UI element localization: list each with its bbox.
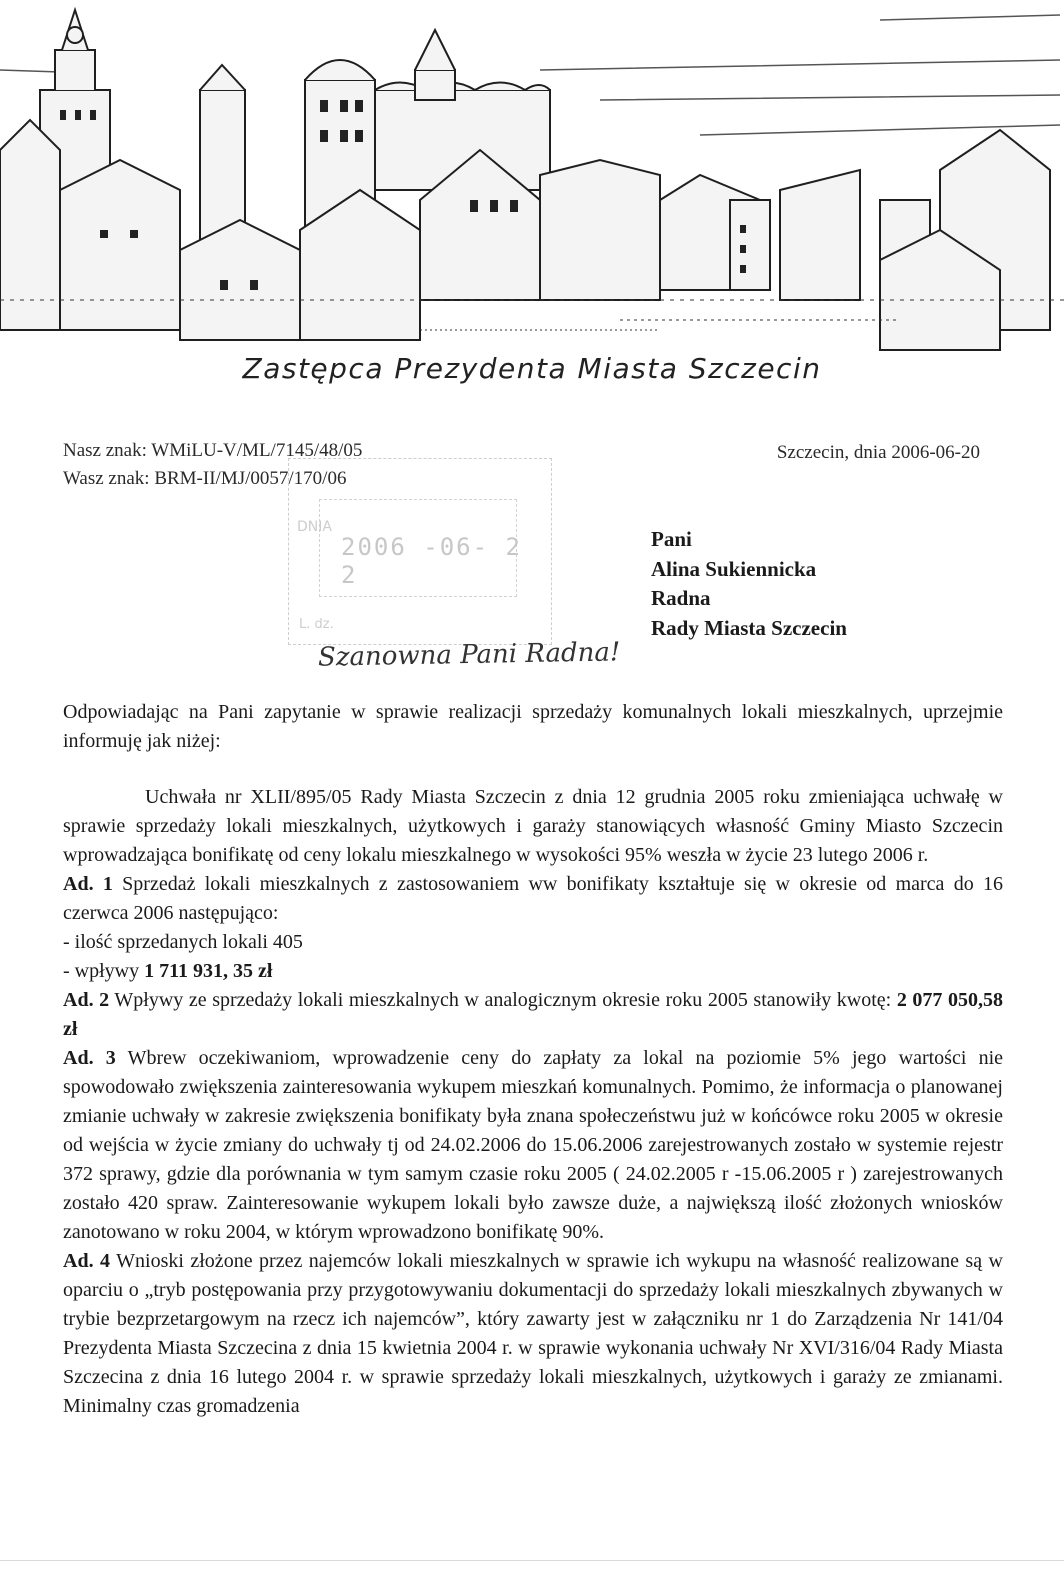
section-ad1 [63, 870, 1003, 928]
intro-paragraph: Odpowiadając na Pani zapytanie w sprawie realizacji sprzedaży komunalnych lokali mieszkalnych, uprzejmie informuję jak niżej: [63, 701, 1003, 752]
handwritten-salutation: Szanowna Pani Radna! [317, 637, 621, 673]
ad2-label: Ad. 2 [63, 989, 110, 1011]
ad4-label: Ad. 4 [63, 1250, 111, 1272]
place-and-date: Szczecin, dnia 2006-06-20 [776, 442, 980, 463]
ad2-value: 2 077 050,58 zł [63, 989, 1003, 1040]
section-ad3 [63, 1044, 1003, 1247]
ad1-revenue-prefix: - wpływy [63, 960, 140, 982]
stamp-side-text: DNIA [297, 519, 332, 535]
letter-body [63, 783, 1003, 1421]
ad1-item-count: - ilość sprzedanych lokali 405 [63, 931, 303, 953]
addressee-line-1: Pani [651, 527, 692, 551]
letterhead-title: Zastępca Prezydenta Miasta Szczecin [242, 352, 822, 385]
ad3-text: Wbrew oczekiwaniom, wprowadzenie ceny do zapłaty za lokal na poziomie 5% jego wartości nie spowodowało zwiększenia zainteresowania wykupem mieszkań komunalnych. Pomimo, że informacja o planowanej zmianie uchwały w zakresie zwiększenia bonifikaty była znana społeczeństwu już w końcówce roku 2005 w okresie od wejścia w życie zmiany do uchwały tj od 24.02.2006 do 15.06.2006 zarejestrowanych zostało w systemie rejestr 372 sprawy, gdzie dla porównania w tym samym czasie roku 2005 ( 24.02.2005 r -15.06.2005 r ) zarejestrowanych zostało 420 spraw. Zainteresowanie wykupem lokali było zawsze duże, a największą ilość złożonych wniosków zanotowano w roku 2004, w którym wprowadzono bonifikatę 90%. [63, 1047, 1004, 1243]
ad1-text: Sprzedaż lokali mieszkalnych z zastosowaniem ww bonifikaty kształtuje się w okresie od marca do 16 czerwca 2006 następująco: [63, 873, 1004, 924]
addressee-line-4: Rady Miasta Szczecin [651, 615, 847, 640]
section-ad4 [63, 1247, 1003, 1421]
ad3-label: Ad. 3 [63, 1047, 116, 1069]
ad4-text: Wnioski złożone przez najemców lokali mieszkalnych w sprawie ich wykupu na własność realizowane są w oparciu o „tryb postępowania przy przygotowywaniu dokumentacji do sprzedaży lokali mieszkalnych zbywanych w trybie bezprzetargowym na rzecz ich najemców”, który zawarty jest w załączniku nr 1 do Zarządzenia Nr 141/04 Prezydenta Miasta Szczecina z dnia 15 kwietnia 2004 r. w sprawie wykonania uchwały Nr XVI/316/04 Rady Miasta Szczecina z dnia 16 lutego 2004 r. w sprawie sprzedaży lokali mieszkalnych, użytkowych i garaży ze zmianami. Minimalny czas gromadzenia [63, 1250, 1003, 1417]
ad1-revenue-value: 1 711 931, 35 zł [144, 960, 273, 982]
paragraph-resolution: Uchwała nr XLII/895/05 Rady Miasta Szczecin z dnia 12 grudnia 2005 roku zmieniająca uchwałę w sprawie sprzedaży lokali mieszkalnych, użytkowych i garaży stanowiących własność Gminy Miasto Szczecin wprowadzająca bonifikatę od ceny lokalu mieszkalnego w wysokości 95% weszła w życie 23 lutego 2006 r. [63, 786, 1003, 866]
your-reference: Wasz znak: BRM-II/MJ/0057/170/06 [63, 468, 347, 489]
ad2-text: Wpływy ze sprzedaży lokali mieszkalnych w analogicznym okresie roku 2005 stanowiły kwotę: [114, 989, 892, 1011]
addressee-name: Alina Sukiennicka [651, 556, 817, 581]
bottom-edge-line [0, 1560, 1064, 1561]
received-stamp [288, 458, 552, 645]
ad1-item-revenue [63, 957, 1003, 986]
stamp-footer: L. dz. [299, 617, 334, 632]
addressee-line-3: Radna [651, 586, 711, 610]
our-reference: Nasz znak: WMiLU-V/ML/7145/48/05 [63, 440, 363, 461]
section-ad2 [63, 986, 1003, 1044]
szczecin-skyline-illustration [0, 0, 1064, 352]
addressee-block [651, 525, 847, 643]
ad1-label: Ad. 1 [63, 873, 113, 895]
stamp-date: 2006 -06- 2 2 [341, 533, 522, 589]
